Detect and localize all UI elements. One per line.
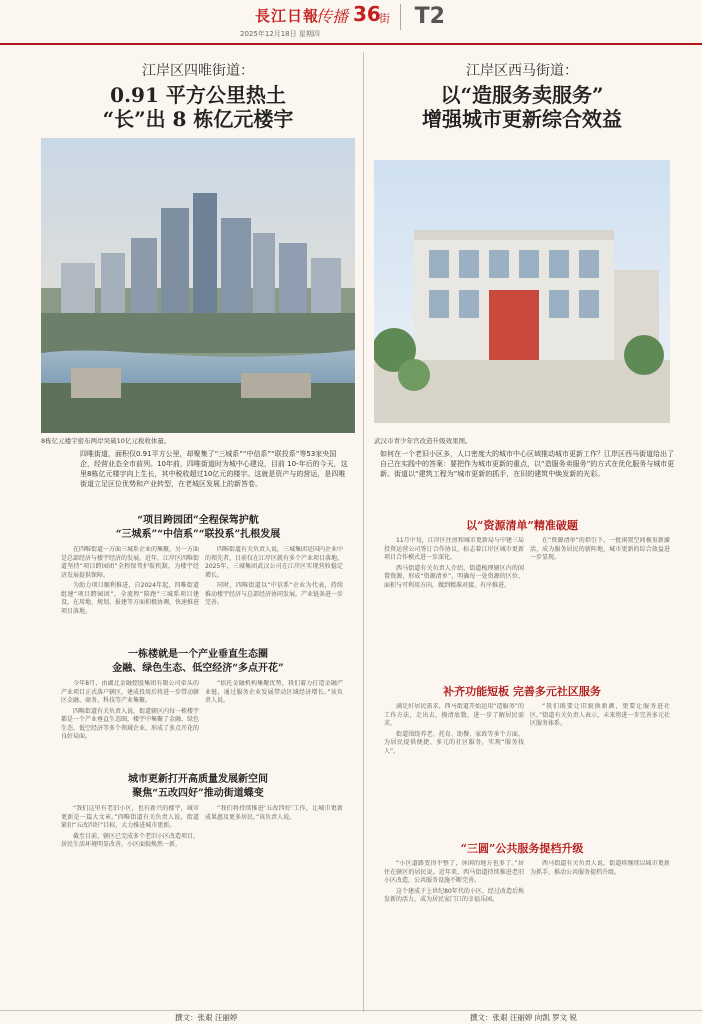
left-section-1-column-1 (61, 546, 199, 641)
paragraph: 为助力项目顺利推进，自2024年起，四唯街道组建“项目跨园团”，全流程“陪跑”三城系项目建设，在用地、规划、报建等方面积极协调，快速推进项目落地。 (61, 582, 199, 615)
right-section-1-column-2 (530, 537, 670, 662)
left-section-3-title-1: 城市更新打开高质量发展新空间 (128, 774, 268, 785)
paragraph: 同时，四唯街道以“中信系”企业为代表，持续推动楼宇经济与总部经济协同发展，产业链条进一步完善。 (205, 582, 343, 606)
right-section-3-column-1 (384, 860, 524, 1005)
right-section-3-column-2 (530, 860, 670, 1005)
right-section-2-column-1 (384, 703, 524, 833)
newspaper-logo: 長江日報 (255, 7, 320, 25)
paragraph: 今年8月，由湖北金融控股集团有限公司牵头的产业项目正式落户辖区，建成投用后将进一步带动辖区金融、商务、科技等产业集聚。 (61, 680, 199, 704)
section-brand-sub: 街 (379, 12, 390, 25)
section-brand: 传播 (316, 7, 349, 26)
paragraph: 西马街道有关负责人介绍，街道梳理辖区内的闲置资源，形成“资源清单”，明确每一处资源的区位、面积与可利用方向，做到精准对接、有序推进。 (384, 564, 524, 589)
left-story-headline-1: 0.91 平方公里热土 (110, 83, 286, 107)
masthead (0, 0, 702, 44)
left-story-lead: 四唯街道，面积仅0.91平方公里，却聚集了“三城系”“中信系”“联投系”等53家央国企，经营业态全市前列。10年前，四唯街道时为城中心建设，目前 10-年后的今天，这里8栋亿元楼宇向上生长，其中税收超过10亿元的楼宇。这就是资产与的营运，是四唯街道立足区位优势和产业转型，在老城区发展上的新答卷。 (80, 450, 348, 488)
right-section-1-column-1 (384, 537, 524, 662)
paragraph: 这个建成于上世纪80年代的小区，经过改造后焕发新的活力，成为居民家门口的幸福乐园。 (384, 887, 524, 903)
right-section-1-title: 以“资源清单”精准破题 (466, 519, 578, 532)
left-story-kicker: 江岸区四唯街道： (142, 63, 254, 79)
masthead-rule (0, 43, 702, 45)
right-section-2-title: 补齐功能短板 完善多元社区服务 (443, 685, 601, 698)
paragraph: 满足好居民需求，西马街道开始运用“造服务”的工作方法，走出去，摸清底数，进一步了解居民需求。 (384, 703, 524, 727)
right-story-headline-1: 以“造服务卖服务” (440, 83, 604, 107)
left-story-headline-2: “长”出 8 栋亿元楼宇 (102, 107, 294, 131)
section-brand-number: 36 (353, 2, 381, 26)
right-byline: 撰文：张艰 汪丽婷 向凯 罗文 锐 (470, 1013, 578, 1022)
paragraph: 在四唯街道一方面三城系企业的集聚，另一方面是总部经济与楼宇经济的发展。近年，江岸区四唯街道坚持“项目跨园团”全程保驾护航机制，为楼宇经济发展提供保障。 (61, 546, 199, 579)
left-section-1-title-2: “三城系”“中信系”“联投系”扎根发展 (115, 529, 281, 540)
left-section-2-column-1 (61, 680, 199, 768)
left-section-2-title-2: 金融、绿色生态、低空经济“多点开花” (112, 663, 284, 674)
paragraph: 四唯街道有关负责人说，三城集团是国内企业中的领先者，目前仅在江岸区就有多个产业项目落地。2025年，三城集团武汉公司在江岸区实现营收稳定增长。 (205, 546, 343, 579)
left-section-1-title-1: “项目跨园团”全程保驾护航 (137, 515, 259, 526)
left-section-2-column-2 (205, 680, 343, 768)
right-section-3-title: “三圆”公共服务提档升级 (460, 842, 584, 855)
right-story-headline-2: 增强城市更新综合效益 (422, 107, 622, 131)
paragraph: “我们这里有老旧小区，也有新兴的楼宇，城市更新是一篇大文章。”四唯街道有关负责人说，街道紧扣“五改四好”目标，大力推进城市更新。 (61, 805, 199, 829)
left-story-caption: 8栋亿元楼宇密布两岸突破10亿元税收体量。 (41, 437, 171, 445)
footer-rule (0, 1010, 702, 1011)
paragraph: 西马街道有关负责人说，街道将继续以城市更新为抓手，推动公共服务提档升级。 (530, 860, 670, 876)
right-story-photo (374, 160, 670, 423)
column-divider (363, 52, 364, 1012)
paragraph: 在“资源清单”的指引下，一批闲置空间被重新激活，成为服务居民的新阵地，城市更新的综合效益进一步显现。 (530, 537, 670, 561)
left-section-3-title-2: 聚焦“五改四好”推动街道蝶变 (132, 788, 264, 799)
paragraph: 四唯街道有关负责人说，街道辖区内每一栋楼宇都是一个产业垂直生态圈，楼宇中集聚了金融、绿色生态、低空经济等多个领域企业，形成了多点开花的良好局面。 (61, 707, 199, 740)
right-story-caption: 武汉市青少年宫改造升级效果图。 (374, 437, 472, 445)
skyline-illustration (41, 138, 355, 433)
paragraph: “我们既要让旧貌换新颜，更要让服务进社区。”街道有关负责人表示，未来将进一步完善多元社区服务体系。 (530, 703, 670, 727)
paragraph: 街道围绕养老、托育、助餐、家政等多个方面，为居民提供便捷、多元的社区服务，实现“服务找人”。 (384, 730, 524, 755)
paragraph: 截至目前，辖区已完成多个老旧小区改造项目，居民生活环境明显改善，小区面貌焕然一新。 (61, 832, 199, 848)
paragraph: 11月中旬，江岸区住房和城市更新局与中建三局投资运营公司签订合作协议，标志着江岸区城市更新项目合作模式进一步深化。 (384, 537, 524, 561)
paragraph: “我们将持续推进‘五改四好’工作，让城市更新成果惠及更多居民。”该负责人说。 (205, 805, 343, 821)
left-story-photo (41, 138, 355, 433)
left-byline: 撰文：张艰 汪丽婷 (175, 1013, 238, 1022)
issue-date: 2025年12月18日 星期四 (240, 30, 320, 38)
left-section-1-column-2 (205, 546, 343, 641)
left-section-3-column-2 (205, 805, 343, 1005)
paragraph: “依托金融机构集聚优势，我们着力打造金融产业链，通过服务企业发展带动区域经济增长。”该负责人说。 (205, 680, 343, 704)
left-section-3-column-1 (61, 805, 199, 1005)
left-section-2-title-1: 一栋楼就是一个产业垂直生态圈 (128, 649, 268, 660)
right-story-lead: 如何在一个老旧小区多，人口密度大的城市中心区域推动城市更新工作？江岸区西马街道给出了自己在实践中的答案：要把作为城市更新的重点，以“造服务卖服务”的方式在优化服务与城市更新。街道以“建筑工程为”城市更新的抓手，在旧的建筑中焕发新的光彩。 (380, 450, 675, 478)
right-story-kicker: 江岸区西马街道： (466, 63, 578, 79)
youth-palace-rendering (374, 160, 670, 423)
paragraph: “小区道路变得平整了，休闲的地方也多了。”居住在辖区的居民说。近年来，西马街道持续推进老旧小区改造，公共服务设施不断完善。 (384, 860, 524, 884)
page-number: T2 (400, 4, 445, 30)
right-section-2-column-2 (530, 703, 670, 833)
